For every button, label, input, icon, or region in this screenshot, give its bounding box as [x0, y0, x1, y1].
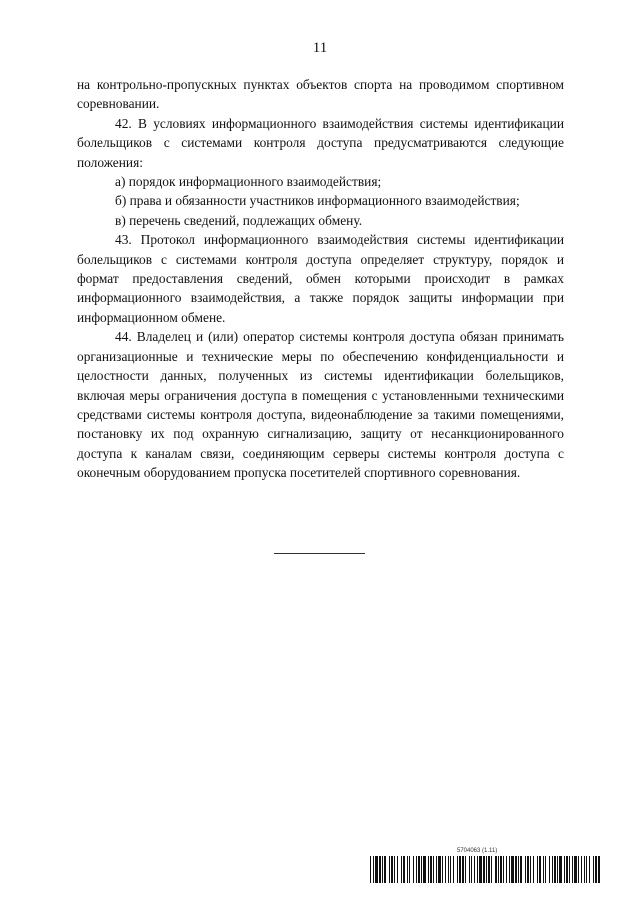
- barcode-bar: [549, 856, 550, 883]
- end-separator-line: [274, 553, 365, 554]
- barcode-bar: [407, 856, 408, 883]
- barcode-bar: [442, 856, 443, 883]
- barcode-bar: [520, 856, 522, 883]
- barcode-bar: [533, 856, 534, 883]
- barcode-bar: [569, 856, 570, 883]
- barcode-bar: [375, 856, 378, 883]
- barcode-bar: [564, 856, 565, 883]
- barcode-bar: [503, 856, 504, 883]
- barcode-bar: [500, 856, 502, 883]
- list-item-v: в) перечень сведений, подлежащих обмену.: [115, 212, 363, 228]
- barcode-bar: [469, 856, 470, 883]
- barcode-bar: [457, 856, 458, 883]
- barcode-bar: [515, 856, 517, 883]
- barcode-bar: [527, 856, 529, 883]
- barcode-bar: [557, 856, 558, 883]
- barcode-bar: [589, 856, 590, 883]
- barcode-bar: [537, 856, 538, 883]
- barcode-bar: [423, 856, 426, 883]
- barcode-bar: [566, 856, 568, 883]
- barcode-bar: [459, 856, 461, 883]
- barcode-bar: [373, 856, 374, 883]
- barcode-bar: [401, 856, 402, 883]
- barcode-bar: [397, 856, 398, 883]
- barcode-bar: [545, 856, 546, 883]
- barcode-bar: [491, 856, 492, 883]
- barcode-bar: [584, 856, 585, 883]
- barcode-bar: [483, 856, 485, 883]
- barcode-bar: [416, 856, 417, 883]
- barcode-bar: [554, 856, 556, 883]
- barcode-bar: [382, 856, 383, 883]
- paragraph-42: 42. В условиях информационного взаимодействия системы идентификации болельщиков с системами контроля доступа предусматриваются следующие положения:: [77, 115, 564, 170]
- barcode-bar: [370, 856, 371, 883]
- barcode-bar: [598, 856, 600, 883]
- barcode-bar: [448, 856, 449, 883]
- list-item-a: а) порядок информационного взаимодействия;: [115, 174, 382, 190]
- document-code: 5704063 (1.11): [457, 848, 498, 854]
- barcode-bar: [465, 856, 466, 883]
- document-body: [77, 75, 564, 483]
- barcode-bar: [543, 856, 544, 883]
- barcode-bar: [552, 856, 553, 883]
- barcode-bar: [409, 856, 410, 883]
- barcode-bar: [474, 856, 475, 883]
- barcode-bar: [413, 856, 414, 883]
- barcode-bar: [391, 856, 393, 883]
- barcode-bar: [445, 856, 446, 883]
- barcode-bar: [498, 856, 499, 883]
- barcode-bar: [581, 856, 582, 883]
- barcode-bar: [495, 856, 497, 883]
- barcode-bar: [421, 856, 422, 883]
- barcode-bar: [438, 856, 441, 883]
- barcode-bar: [518, 856, 519, 883]
- barcode-bar: [428, 856, 429, 883]
- barcode-bar: [433, 856, 434, 883]
- paragraph-continuation: на контрольно-пропускных пунктах объектов спорта на проводимом спортивном соревновании.: [77, 77, 564, 112]
- barcode-bar: [511, 856, 514, 883]
- paragraph-44: 44. Владелец и (или) оператор системы контроля доступа обязан принимать организационные и технические меры по обеспечению конфиденциальности и целостности данных, полученных из системы идентификации болельщиков, включая меры ограничения доступа в помещения с установленными техническими средствами системы контроля доступа, видеонаблюдение за такими помещениями, постановку их под охранную сигнализацию, защиту от несанкционированного доступа к каналам связи, соединяющим серверы системы контроля доступа с оконечным оборудованием пропуска посетителей спортивного соревнования.: [77, 329, 564, 481]
- barcode-bar: [559, 856, 562, 883]
- barcode-bar: [379, 856, 381, 883]
- barcode-bar: [384, 856, 386, 883]
- barcode-bar: [539, 856, 541, 883]
- barcode-bar: [486, 856, 487, 883]
- barcode-bar: [453, 856, 454, 883]
- barcode-bar: [506, 856, 507, 883]
- barcode-bar: [574, 856, 577, 883]
- barcode-bar: [488, 856, 490, 883]
- barcode-bar: [430, 856, 432, 883]
- barcode-bar: [595, 856, 597, 883]
- barcode-bar: [436, 856, 437, 883]
- barcode-bar: [509, 856, 510, 883]
- paragraph-43: 43. Протокол информационного взаимодействия системы идентификации болельщиков с системами контроля доступа определяет структуру, порядок и формат предоставления сведений, обмен которыми происходит в рамках информационного взаимодействия, а также порядок защиты информации при информационном обмене.: [77, 232, 564, 325]
- barcode-bar: [394, 856, 395, 883]
- barcode-bar: [462, 856, 464, 883]
- list-item-b: б) права и обязанности участников информационного взаимодействия;: [115, 193, 520, 209]
- barcode-bar: [530, 856, 531, 883]
- barcode-bar: [479, 856, 482, 883]
- barcode-bar: [389, 856, 390, 883]
- barcode-bar: [586, 856, 587, 883]
- barcode-bar: [593, 856, 594, 883]
- barcode-bar: [525, 856, 526, 883]
- barcode-bar: [477, 856, 478, 883]
- barcode-icon: [370, 856, 600, 883]
- barcode-bar: [572, 856, 573, 883]
- barcode-bar: [418, 856, 420, 883]
- barcode-bar: [403, 856, 405, 883]
- barcode-bar: [471, 856, 472, 883]
- page-number: 11: [312, 40, 328, 56]
- barcode-bar: [450, 856, 451, 883]
- barcode-bar: [578, 856, 579, 883]
